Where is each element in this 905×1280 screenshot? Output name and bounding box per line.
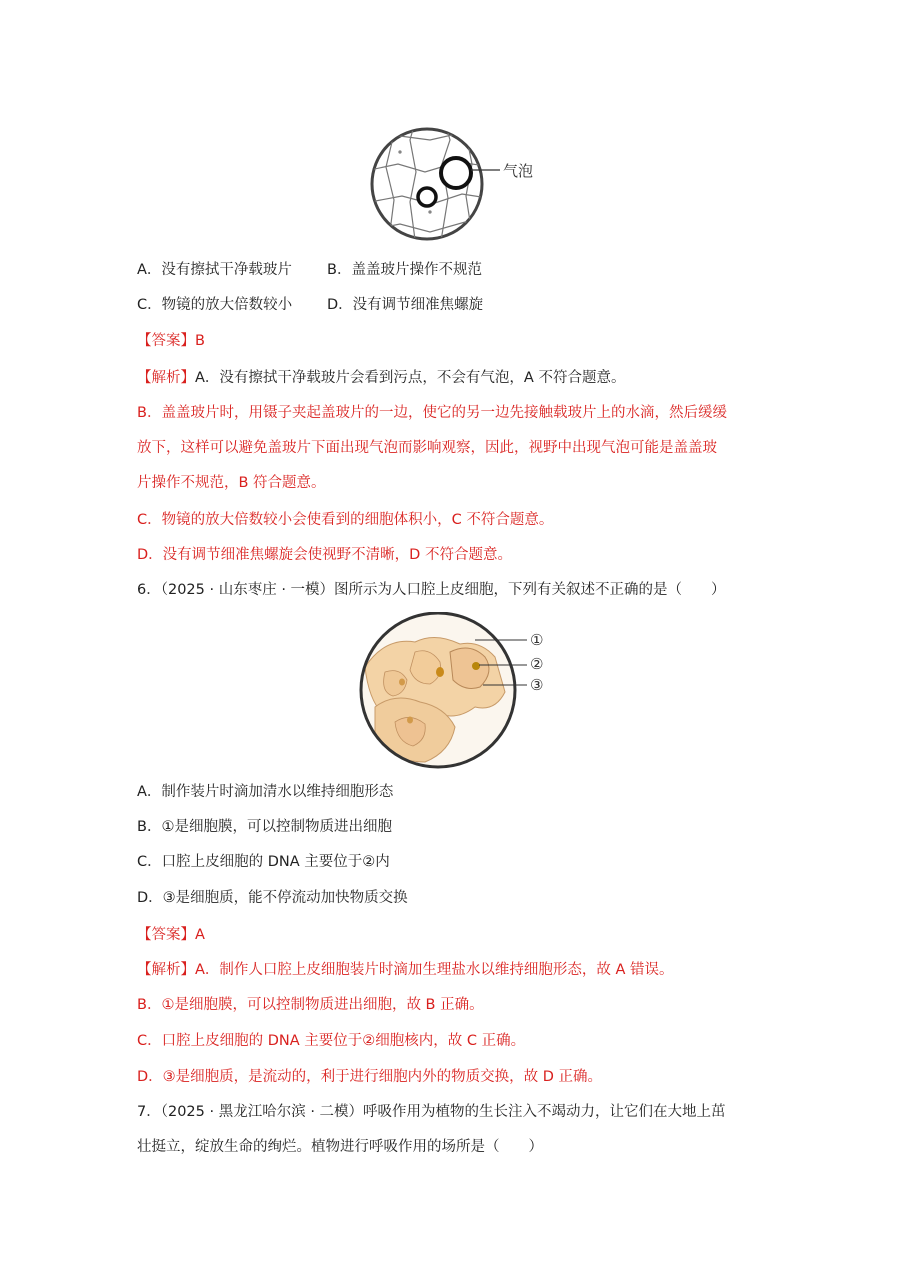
label-2: ② bbox=[530, 655, 544, 673]
analysis-tag: 【解析】 bbox=[137, 962, 195, 978]
q6-analysis-line-2: B．①是细胞膜，可以控制物质进出细胞，故 B 正确。 bbox=[137, 997, 484, 1013]
air-bubble-micrograph bbox=[370, 122, 500, 247]
q6-option-d: D．③是细胞质，能不停流动加快物质交换 bbox=[137, 890, 408, 906]
q5-option-c: C．物镜的放大倍数较小 bbox=[137, 297, 293, 313]
large-bubble bbox=[441, 158, 471, 188]
q6-analysis-line-3: C．口腔上皮细胞的 DNA 主要位于②细胞核内，故 C 正确。 bbox=[137, 1033, 526, 1049]
q5-option-b: B．盖盖玻片操作不规范 bbox=[327, 262, 482, 278]
nucleus bbox=[436, 667, 444, 677]
analysis-tag: 【解析】 bbox=[137, 370, 195, 386]
q6-option-b: B．①是细胞膜，可以控制物质进出细胞 bbox=[137, 819, 392, 835]
q5-options-row1 bbox=[137, 260, 482, 280]
q5-analysis-line-3: 放下，这样可以避免盖玻片下面出现气泡而影响观察，因此，视野中出现气泡可能是盖盖玻 bbox=[137, 440, 717, 456]
q7-stem-line-1: 7．（2025 · 黑龙江哈尔滨 · 二模）呼吸作用为植物的生长注入不竭动力，让它们在大地上茁 bbox=[137, 1104, 726, 1120]
q5-option-a: A．没有擦拭干净载玻片 bbox=[137, 262, 292, 278]
q6-stem: 6．（2025 · 山东枣庄 · 一模）图所示为人口腔上皮细胞，下列有关叙述不正确的是（ ） bbox=[137, 582, 726, 598]
q5-analysis-line-5: C．物镜的放大倍数较小会使看到的细胞体积小，C 不符合题意。 bbox=[137, 512, 554, 528]
q6-answer bbox=[137, 925, 205, 945]
bubble-label: 气泡 bbox=[503, 162, 534, 180]
answer-tag: 【答案】 bbox=[137, 333, 195, 349]
answer-value: B bbox=[195, 333, 205, 349]
q5-answer bbox=[137, 331, 205, 351]
q5-analysis-line-6: D．没有调节细准焦螺旋会使视野不清晰，D 不符合题意。 bbox=[137, 547, 512, 563]
q7-stem-line-2: 壮挺立，绽放生命的绚烂。植物进行呼吸作用的场所是（ ） bbox=[137, 1139, 543, 1155]
q5-option-d: D．没有调节细准焦螺旋 bbox=[327, 297, 484, 313]
q6-option-c: C．口腔上皮细胞的 DNA 主要位于②内 bbox=[137, 854, 390, 870]
q5-analysis-line-2: B．盖盖玻片时，用镊子夹起盖玻片的一边，使它的另一边先接触载玻片上的水滴，然后缓缓 bbox=[137, 405, 727, 421]
q5-options-row2 bbox=[137, 295, 484, 315]
cheek-cell-micrograph bbox=[355, 612, 555, 772]
answer-tag: 【答案】 bbox=[137, 927, 195, 943]
q6-analysis-line-4: D．③是细胞质，是流动的，利于进行细胞内外的物质交换，故 D 正确。 bbox=[137, 1069, 603, 1085]
label-1: ① bbox=[530, 631, 544, 649]
q5-analysis-line-4: 片操作不规范，B 符合题意。 bbox=[137, 475, 326, 491]
q6-analysis-line-1: 【解析】A．制作人口腔上皮细胞装片时滴加生理盐水以维持细胞形态，故 A 错误。 bbox=[137, 962, 674, 978]
q5-analysis-line-1: 【解析】A．没有擦拭干净载玻片会看到污点，不会有气泡，A 不符合题意。 bbox=[137, 370, 626, 386]
label-3: ③ bbox=[530, 676, 544, 694]
q6-option-a: A．制作装片时滴加清水以维持细胞形态 bbox=[137, 784, 394, 800]
answer-value: A bbox=[195, 927, 205, 943]
small-bubble bbox=[418, 188, 436, 206]
